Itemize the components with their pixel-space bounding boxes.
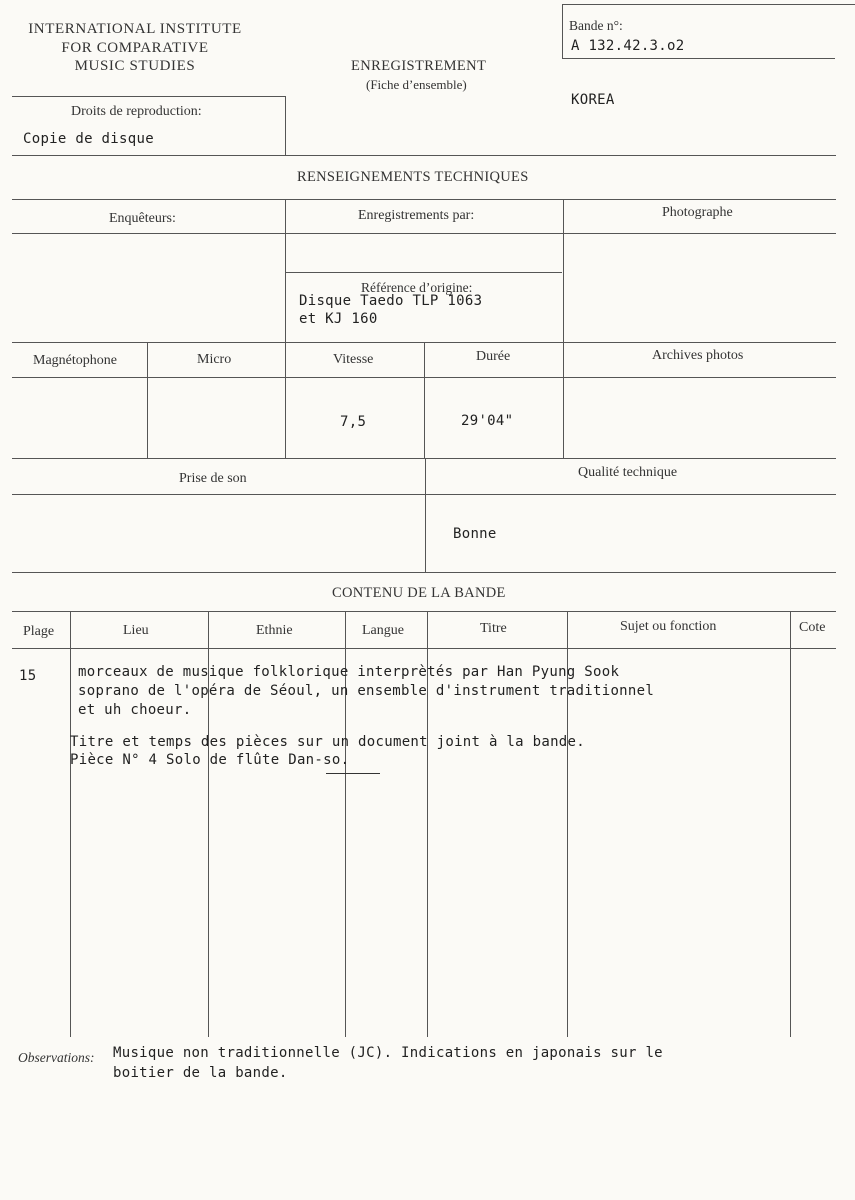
observations-line-2: boitier de la bande. — [113, 1065, 288, 1081]
record-subtitle: (Fiche d’ensemble) — [366, 77, 467, 92]
content-line-2: soprano de l'opéra de Séoul, un ensemble d'instrument traditionnel — [78, 683, 655, 699]
institute-line-2: FOR COMPARATIVE — [61, 39, 209, 56]
contenu-header-bottom — [12, 648, 836, 649]
tech-divider-2 — [563, 199, 564, 342]
droits-box-right — [285, 96, 286, 155]
reference-line-1: Disque Taedo TLP 1063 — [299, 293, 483, 309]
vitesse-label: Vitesse — [333, 352, 374, 367]
tech-row-6-top — [12, 494, 836, 495]
col-ethnie: Ethnie — [256, 623, 293, 638]
content-line-3: et uh choeur. — [78, 702, 192, 718]
institute-name — [10, 20, 260, 76]
contenu-header-top — [12, 611, 836, 612]
contenu-col-line-1 — [70, 611, 71, 1037]
micro-label: Micro — [197, 352, 232, 367]
col-sujet: Sujet ou fonction — [620, 619, 717, 634]
photographe-label: Photographe — [662, 205, 733, 220]
tech-bottom — [12, 572, 836, 573]
col-lieu: Lieu — [123, 623, 149, 638]
qualite-value: Bonne — [453, 526, 497, 542]
tech-row-2-top — [12, 233, 836, 234]
tech-row-4-top — [12, 377, 836, 378]
tech-divider-1 — [285, 199, 286, 342]
tech-row3-divider-2 — [285, 342, 286, 458]
reference-line-2: et KJ 160 — [299, 311, 378, 327]
enregistrements-label: Enregistrements par: — [358, 208, 475, 223]
tech-row-5-top — [12, 458, 836, 459]
observations-line-1: Musique non traditionnelle (JC). Indications en japonais sur le — [113, 1045, 663, 1061]
bande-label: Bande n°: — [569, 18, 623, 33]
tech-row3-divider-4 — [563, 342, 564, 458]
content-line-1: morceaux de musique folklorique interprètés par Han Pyung Sook — [78, 664, 620, 680]
droits-box-top — [12, 96, 285, 97]
bande-number: A 132.42.3.o2 — [571, 38, 685, 54]
plage-value: 15 — [19, 668, 37, 684]
tech-heading: RENSEIGNEMENTS TECHNIQUES — [297, 169, 529, 185]
col-langue: Langue — [362, 623, 404, 638]
institute-line-3: MUSIC STUDIES — [74, 58, 196, 74]
col-titre: Titre — [480, 621, 507, 636]
contenu-heading: CONTENU DE LA BANDE — [332, 585, 506, 601]
record-title: ENREGISTREMENT — [351, 58, 487, 74]
danso-underline — [326, 773, 380, 774]
archives-photos-label: Archives photos — [652, 348, 744, 363]
prise-divider — [425, 458, 426, 572]
tech-row3-divider-3 — [424, 342, 425, 458]
qualite-technique-label: Qualité technique — [578, 465, 678, 480]
bande-underline — [562, 58, 835, 59]
droits-label: Droits de reproduction: — [71, 104, 202, 119]
duree-value: 29'04" — [461, 413, 514, 429]
bande-box-left-border — [562, 4, 563, 58]
col-plage: Plage — [23, 624, 55, 639]
droits-box-bottom — [12, 155, 836, 156]
tech-row3-divider-1 — [147, 342, 148, 458]
reference-label: Référence d’origine: — [361, 280, 473, 295]
observations-label: Observations: — [18, 1050, 95, 1065]
droits-value: Copie de disque — [23, 131, 154, 147]
vitesse-value: 7,5 — [340, 414, 367, 430]
duree-label: Durée — [476, 349, 511, 364]
reference-top-line — [286, 272, 562, 273]
col-cote: Cote — [799, 620, 826, 635]
contenu-col-line-6 — [790, 611, 791, 1037]
content-line-5: Pièce N° 4 Solo de flûte Dan-so. — [70, 752, 350, 768]
magnetophone-label: Magnétophone — [33, 353, 117, 368]
enqueteurs-label: Enquêteurs: — [109, 211, 176, 226]
institute-line-1: INTERNATIONAL INSTITUTE — [28, 21, 242, 37]
content-line-4: Titre et temps des pièces sur un document joint à la bande. — [70, 734, 585, 750]
tech-row-top — [12, 199, 836, 200]
country-value: KOREA — [571, 92, 615, 108]
prise-de-son-label: Prise de son — [179, 471, 247, 486]
bande-box-top-border — [562, 4, 855, 5]
